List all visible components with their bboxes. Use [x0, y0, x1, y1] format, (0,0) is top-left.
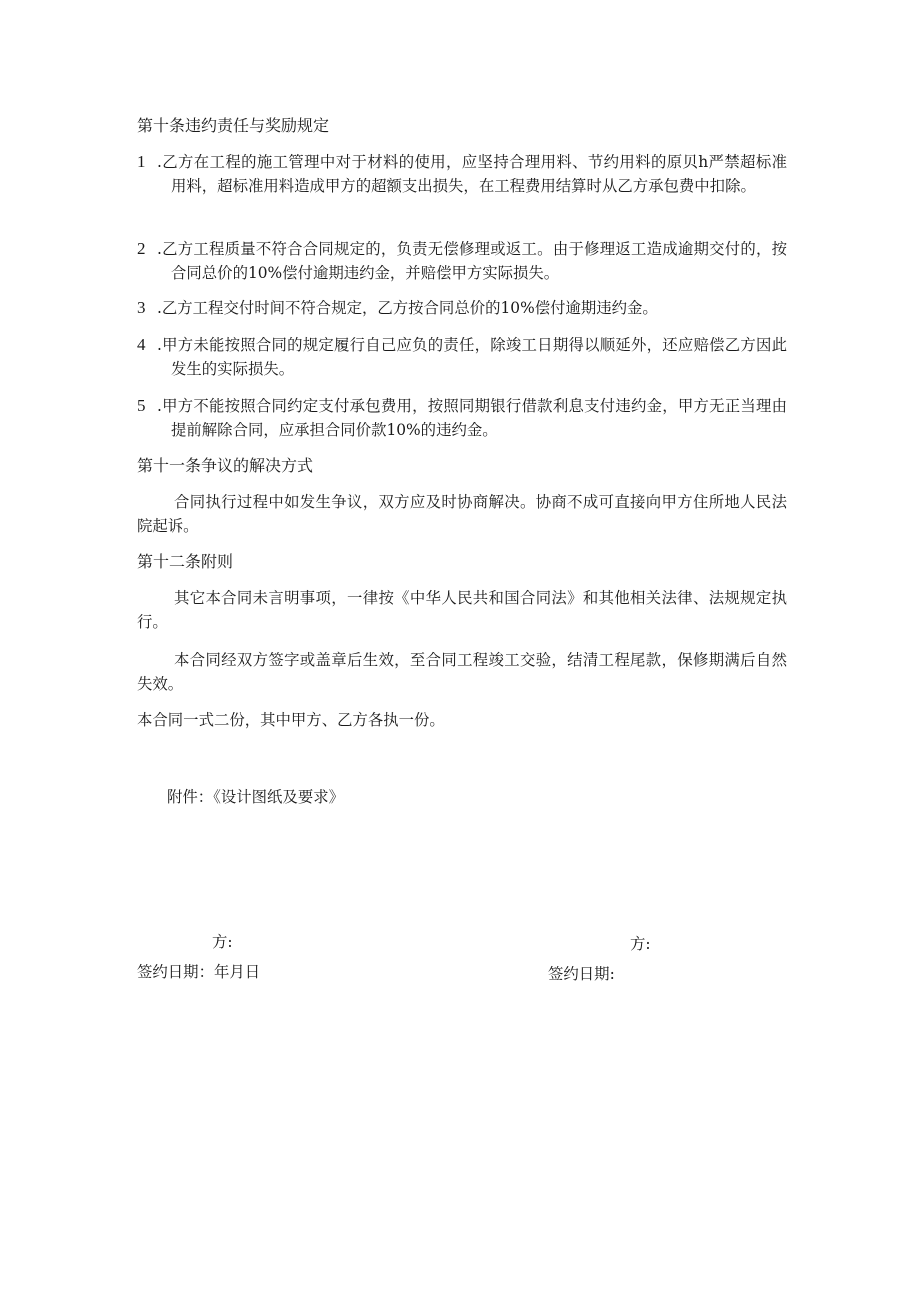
- item-number: 4: [137, 335, 146, 354]
- article-12-paragraph: 其它本合同未言明事项，一律按《中华人民共和国合同法》和其他相关法律、法规规定执行。: [137, 589, 787, 631]
- article-10-title: 第十条违约责任与奖励规定: [137, 116, 330, 135]
- attachment-note: 附件：《设计图纸及要求》: [167, 788, 344, 806]
- list-item: [137, 394, 787, 442]
- party-a-signature-label: 方:: [212, 933, 233, 951]
- item-text: .乙方工程质量不符合合同规定的，负责无偿修理或返工。由于修理返工造成逾期交付的，按合同总价的10%偿付逾期违约金，并赔偿甲方实际损失。: [157, 240, 787, 282]
- item-text: .乙方工程交付时间不符合规定，乙方按合同总价的10%偿付逾期违约金。: [157, 299, 658, 317]
- article-11-body: 合同执行过程中如发生争议，双方应及时协商解决。协商不成可直接向甲方住所地人民法院起诉。: [137, 493, 787, 535]
- article-12-title: 第十二条附则: [137, 552, 234, 571]
- article-12-paragraph: 本合同经双方签字或盖章后生效，至合同工程竣工交验，结清工程尾款，保修期满后自然失效。: [137, 651, 787, 693]
- item-number: 3: [137, 298, 146, 317]
- item-number: 5: [137, 396, 146, 415]
- item-text: .甲方未能按照合同的规定履行自己应负的责任，除竣工日期得以顺延外，还应赔偿乙方因此发生的实际损失。: [157, 336, 787, 378]
- item-number: 2: [137, 239, 146, 258]
- party-a-sign-date: 签约日期：年月日: [137, 963, 261, 981]
- copies-statement: 本合同一式二份，其中甲方、乙方各执一份。: [137, 711, 445, 729]
- list-item: [137, 150, 787, 222]
- party-b-signature-label: 方:: [630, 935, 651, 953]
- party-b-sign-date: 签约日期:: [548, 965, 615, 983]
- item-text: .乙方在工程的施工管理中对于材料的使用，应坚持合理用料、节约用料的原贝h严禁超标准用料，超标准用料造成甲方的超额支出损失，在工程费用结算时从乙方承包费中扣除。: [157, 153, 787, 195]
- list-item: [137, 237, 787, 285]
- list-item: [137, 333, 787, 381]
- item-text: .甲方不能按照合同约定支付承包费用，按照同期银行借款利息支付违约金，甲方无正当理由提前解除合同，应承担合同价款10%的违约金。: [157, 397, 787, 439]
- list-item: [137, 296, 787, 320]
- article-11-title: 第十一条争议的解决方式: [137, 456, 314, 475]
- item-number: 1: [137, 152, 146, 171]
